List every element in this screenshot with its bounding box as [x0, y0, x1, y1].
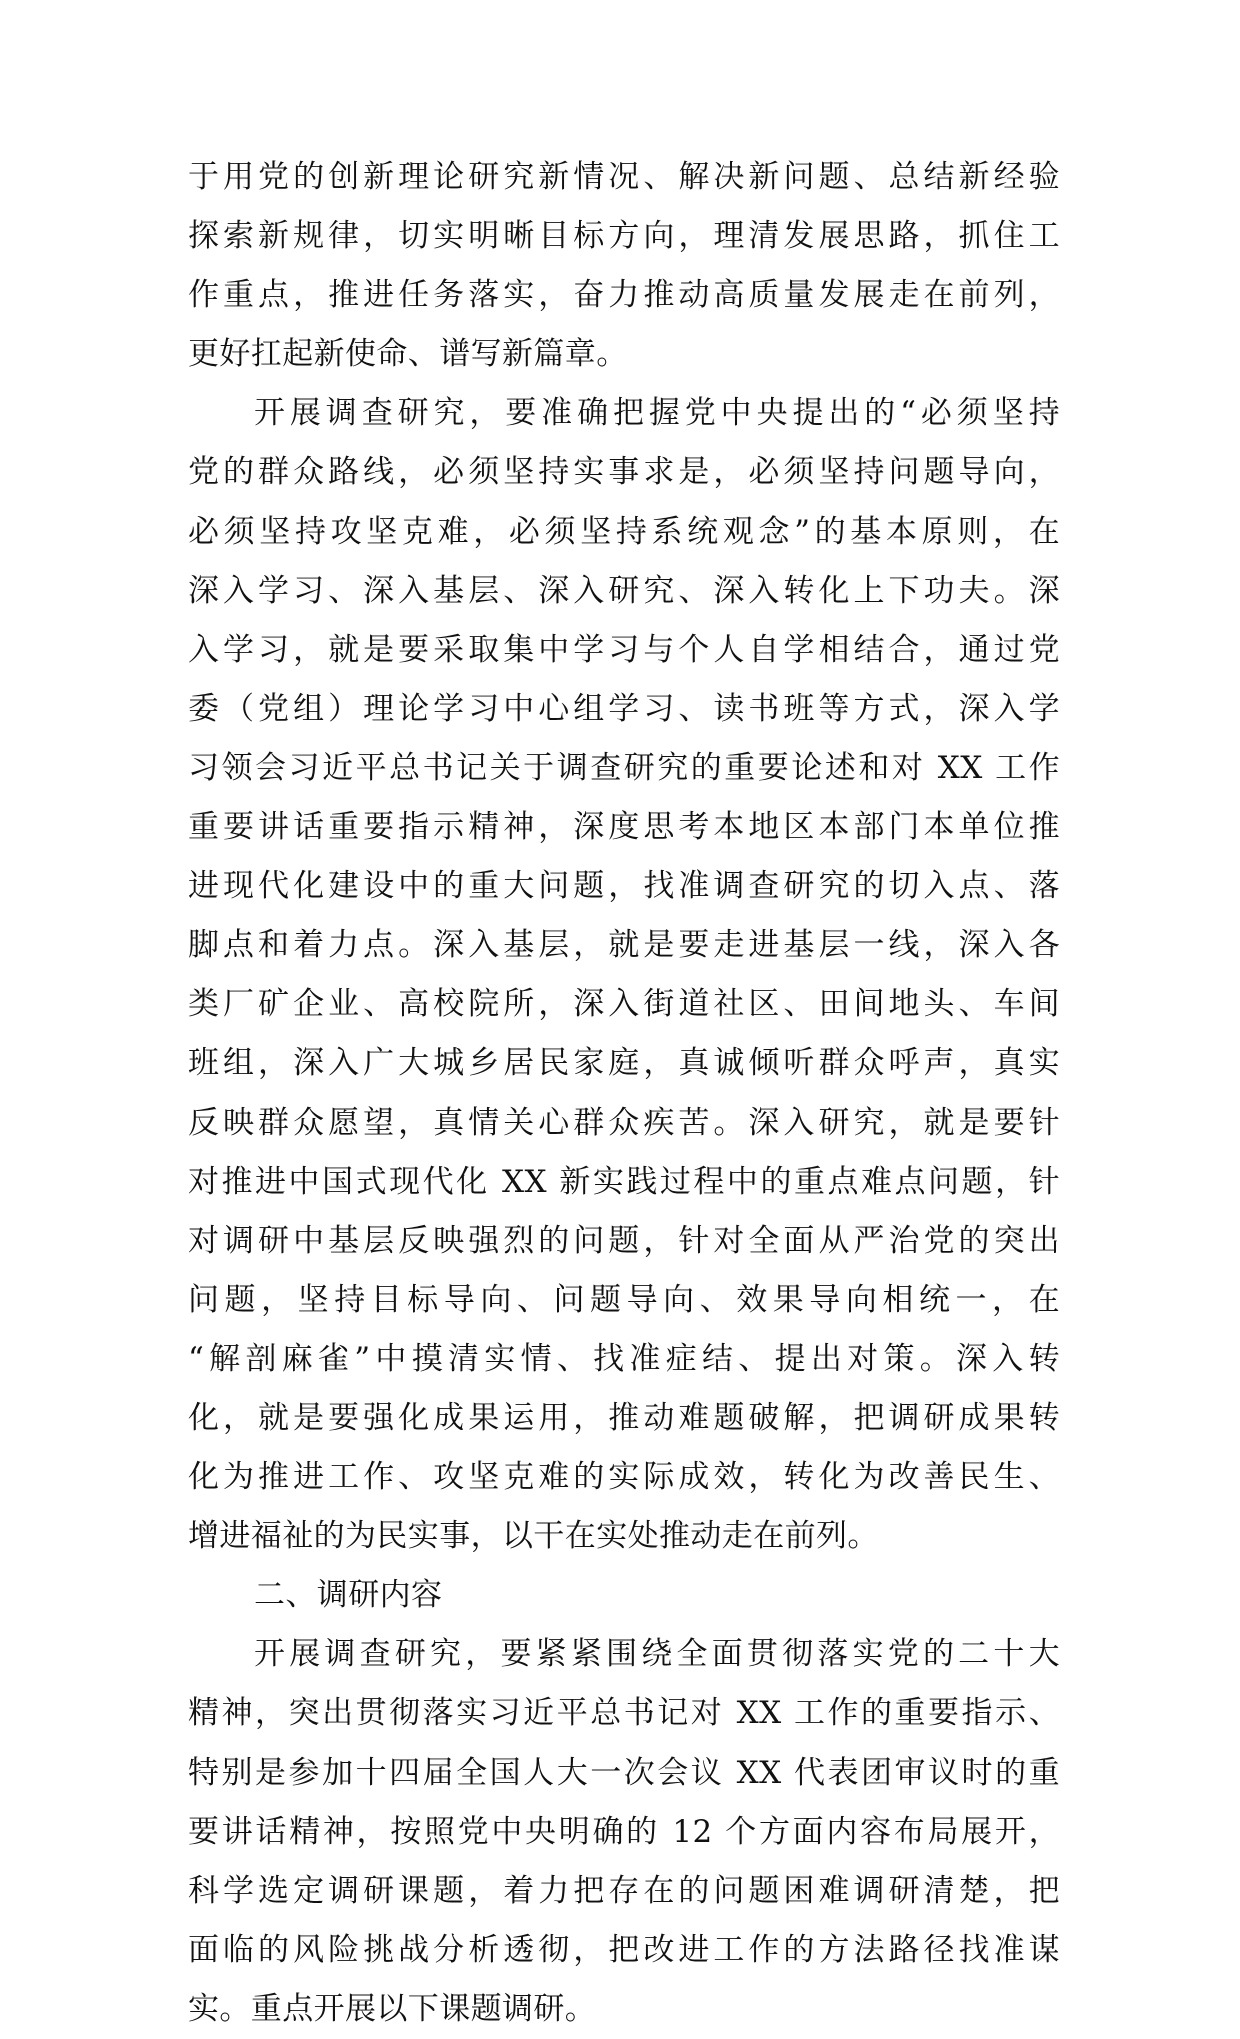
- text-line: 作重点，推进任务落实，奋力推动高质量发展走在前列，: [188, 277, 1060, 314]
- text-line: 进现代化建设中的重大问题，找准调查研究的切入点、落: [188, 868, 1060, 905]
- text-line: 精神，突出贯彻落实习近平总书记对 XX 工作的重要指示、: [188, 1695, 1060, 1732]
- text-line: 委（党组）理论学习中心组学习、读书班等方式，深入学: [188, 690, 1060, 727]
- text-line: 必须坚持攻坚克难，必须坚持系统观念”的基本原则，在: [188, 513, 1060, 550]
- text-line: 更好扛起新使命、谱写新篇章。: [188, 336, 628, 373]
- text-line: 探索新规律，切实明晰目标方向，理清发展思路，抓住工: [188, 218, 1060, 255]
- text-line: 对调研中基层反映强烈的问题，针对全面从严治党的突出: [188, 1222, 1060, 1259]
- text-line: 要讲话精神，按照党中央明确的 12 个方面内容布局展开，: [188, 1813, 1060, 1850]
- text-line: 特别是参加十四届全国人大一次会议 XX 代表团审议时的重: [188, 1754, 1060, 1791]
- text-line: 班组，深入广大城乡居民家庭，真诚倾听群众呼声，真实: [188, 1045, 1060, 1082]
- text-line: 增进福祉的为民实事，以干在实处推动走在前列。: [188, 1518, 879, 1555]
- text-line: “解剖麻雀”中摸清实情、找准症结、提出对策。深入转: [188, 1340, 1060, 1377]
- text-line: 开展调查研究，要紧紧围绕全面贯彻落实党的二十大: [254, 1636, 1060, 1673]
- text-line: 二、调研内容: [254, 1577, 443, 1614]
- paragraph: [188, 1625, 1060, 2039]
- text-line: 开展调查研究，要准确把握党中央提出的“必须坚持: [254, 395, 1060, 432]
- text-line: 实。重点开展以下课题调研。: [188, 1990, 597, 2027]
- text-line: 化，就是要强化成果运用，推动难题破解，把调研成果转: [188, 1399, 1060, 1436]
- text-line: 党的群众路线，必须坚持实事求是，必须坚持问题导向，: [188, 454, 1060, 491]
- text-line: 问题，坚持目标导向、问题导向、效果导向相统一，在: [188, 1281, 1060, 1318]
- document-body: [188, 148, 1060, 2039]
- text-line: 习领会习近平总书记关于调查研究的重要论述和对 XX 工作: [188, 749, 1060, 786]
- text-line: 科学选定调研课题，着力把存在的问题困难调研清楚，把: [188, 1872, 1060, 1909]
- text-line: 面临的风险挑战分析透彻，把改进工作的方法路径找准谋: [188, 1931, 1060, 1968]
- text-line: 化为推进工作、攻坚克难的实际成效，转化为改善民生、: [188, 1459, 1060, 1496]
- text-line: 重要讲话重要指示精神，深度思考本地区本部门本单位推: [188, 809, 1060, 846]
- text-line: 对推进中国式现代化 XX 新实践过程中的重点难点问题，针: [188, 1163, 1060, 1200]
- text-line: 入学习，就是要采取集中学习与个人自学相结合，通过党: [188, 631, 1060, 668]
- text-line: 类厂矿企业、高校院所，深入街道社区、田间地头、车间: [188, 986, 1060, 1023]
- text-line: 于用党的创新理论研究新情况、解决新问题、总结新经验: [188, 159, 1060, 195]
- paragraph: [188, 148, 1060, 384]
- text-line: 深入学习、深入基层、深入研究、深入转化上下功夫。深: [188, 572, 1060, 609]
- paragraph: [188, 1566, 1060, 1625]
- text-line: 反映群众愿望，真情关心群众疾苦。深入研究，就是要针: [188, 1104, 1060, 1141]
- text-line: 脚点和着力点。深入基层，就是要走进基层一线，深入各: [188, 927, 1060, 964]
- paragraph: [188, 384, 1060, 1566]
